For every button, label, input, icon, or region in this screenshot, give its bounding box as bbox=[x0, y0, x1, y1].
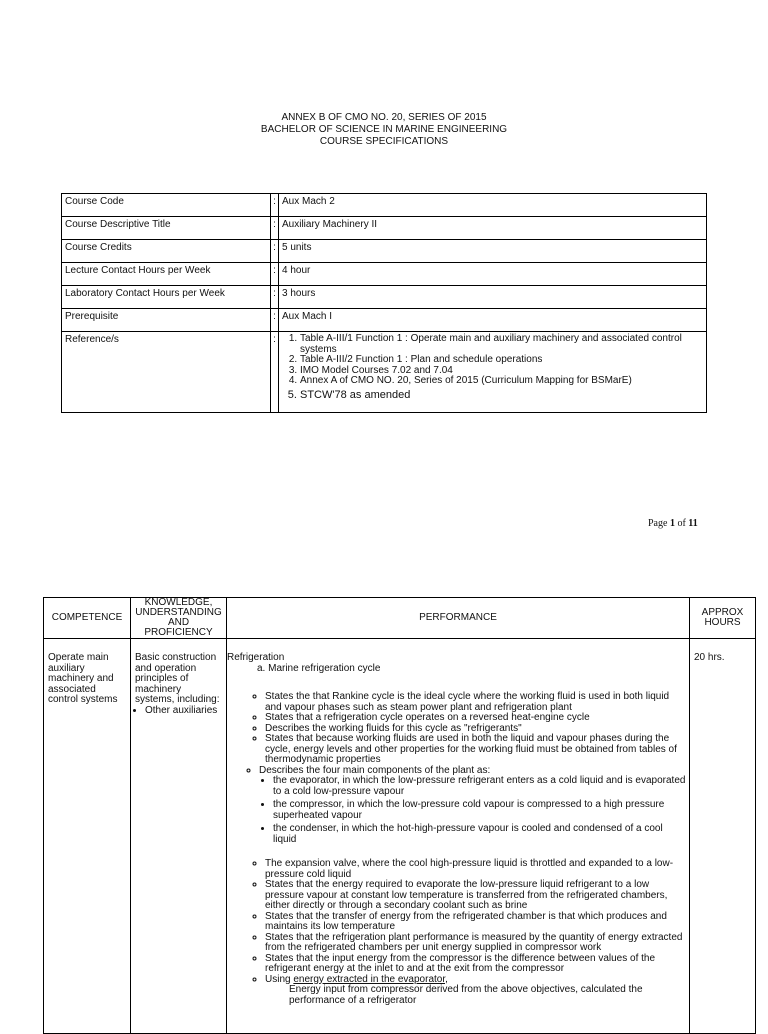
reference-item: 1. Table A-III/1 Function 1 : Operate main and auxiliary machinery and associated control systems bbox=[300, 334, 702, 355]
reference-item: 5. STCW'78 as amended bbox=[300, 387, 702, 403]
component-item: • the condenser, in which the hot-high-pressure vapour is cooled and condensed of a cool liquid bbox=[273, 824, 686, 845]
spec-label: Course Credits bbox=[62, 240, 271, 263]
knowledge-list bbox=[135, 706, 223, 717]
page-total: 11 bbox=[688, 518, 698, 529]
course-spec-table bbox=[61, 193, 707, 413]
program-title: BACHELOR OF SCIENCE IN MARINE ENGINEERING bbox=[260, 124, 508, 135]
performance-item: ◦ The expansion valve, where the cool high-pressure liquid is throttled and expanded to a low-pressure cold liquid bbox=[265, 859, 686, 880]
spec-value: 4 hour bbox=[279, 263, 707, 286]
knowledge-text: Basic construction and operation principles of machinery systems, including: bbox=[135, 652, 220, 705]
header-competence: COMPETENCE bbox=[44, 598, 131, 639]
component-item: • the evaporator, in which the low-pressure refrigerant enters as a cold liquid and is evaporated to a cold low-pressure vapour bbox=[273, 776, 686, 797]
spec-label: Course Descriptive Title bbox=[62, 217, 271, 240]
performance-item: ◦ States that the refrigeration plant performance is measured by the quantity of energy extracted from the refrigerated chambers per unit energy supplied in compressor work bbox=[265, 933, 686, 954]
performance-cell bbox=[227, 639, 690, 1034]
spec-title: COURSE SPECIFICATIONS bbox=[319, 136, 449, 147]
spec-separator: : bbox=[271, 263, 279, 286]
component-item: • the compressor, in which the low-pressure cold vapour is compressed to a high pressure superheated vapour bbox=[273, 800, 686, 821]
spec-row bbox=[62, 263, 707, 286]
table-row bbox=[44, 639, 756, 1034]
header-hours: APPROX HOURS bbox=[690, 598, 756, 639]
spec-separator: : bbox=[271, 309, 279, 332]
header-knowledge: KNOWLEDGE, UNDERSTANDING AND PROFICIENCY bbox=[131, 598, 227, 639]
performance-item bbox=[265, 975, 686, 1007]
page-number bbox=[648, 518, 698, 529]
references-cell bbox=[279, 332, 707, 413]
hours-cell: 20 hrs. bbox=[690, 639, 756, 1034]
competence-table bbox=[43, 597, 756, 1034]
page-current: 1 bbox=[669, 518, 675, 529]
spec-value: Auxiliary Machinery II bbox=[279, 217, 707, 240]
performance-list bbox=[227, 859, 686, 1006]
reference-item: 3. IMO Model Courses 7.02 and 7.04 bbox=[300, 366, 702, 377]
spec-separator: : bbox=[271, 194, 279, 217]
annex-title: ANNEX B OF CMO NO. 20, SERIES OF 2015 bbox=[281, 112, 487, 123]
performance-item: ◦ States that the input energy from the compressor is the difference between values of the refrigerant energy at the inlet to and at the exit from the compressor bbox=[265, 954, 686, 975]
reference-item: 4. Annex A of CMO NO. 20, Series of 2015 (Curriculum Mapping for BSMarE) bbox=[300, 376, 702, 387]
performance-list bbox=[227, 766, 686, 846]
spec-label: Laboratory Contact Hours per Week bbox=[62, 286, 271, 309]
using-prefix: Using bbox=[265, 973, 294, 985]
reference-item: 2. Table A-III/2 Function 1 : Plan and schedule operations bbox=[300, 355, 702, 366]
spec-value: 5 units bbox=[279, 240, 707, 263]
spec-row bbox=[62, 217, 707, 240]
document-header bbox=[0, 112, 768, 148]
spec-separator: : bbox=[271, 286, 279, 309]
spec-row bbox=[62, 286, 707, 309]
spec-value: 3 hours bbox=[279, 286, 707, 309]
components-list bbox=[259, 776, 686, 845]
spec-value: Aux Mach I bbox=[279, 309, 707, 332]
header-row bbox=[44, 598, 756, 639]
spec-row bbox=[62, 240, 707, 263]
spec-label: Course Code bbox=[62, 194, 271, 217]
spec-label: Lecture Contact Hours per Week bbox=[62, 263, 271, 286]
performance-item: ◦ States that the energy required to evaporate the low-pressure liquid refrigerant to a low pressure vapour at constant low temperature is transferred from the refrigerated chambers, either directly or through a secondary coolant such as brine bbox=[265, 880, 686, 912]
performance-item: ◦ States that the transfer of energy from the refrigerated chamber is that which produces and maintains its low temperature bbox=[265, 912, 686, 933]
spec-row bbox=[62, 194, 707, 217]
performance-item: ◦ States the that Rankine cycle is the ideal cycle where the working fluid is used in both liquid and vapour phases such as steam power plant and refrigeration plant bbox=[265, 692, 686, 713]
performance-item: ◦ Describes the working fluids for this cycle as "refrigerants" bbox=[265, 724, 686, 735]
performance-list bbox=[227, 692, 686, 766]
performance-item: ◦ States that because working fluids are used in both the liquid and vapour phases during the cycle, energy levels and other properties for the working fluid must be obtained from tables of thermodynamic properties bbox=[265, 734, 686, 766]
knowledge-cell bbox=[131, 639, 227, 1034]
subtopic-title: a. Marine refrigeration cycle bbox=[257, 662, 381, 674]
spec-label: Prerequisite bbox=[62, 309, 271, 332]
references-list bbox=[282, 334, 702, 403]
spec-value: Aux Mach 2 bbox=[279, 194, 707, 217]
components-intro: Describes the four main components of the plant as: bbox=[259, 764, 491, 776]
spec-row-references bbox=[62, 332, 707, 413]
using-continuation: Energy input from compressor derived from the above objectives, calculated the performance of a refrigerator bbox=[289, 984, 643, 1006]
performance-item bbox=[259, 766, 686, 846]
page-prefix: Page bbox=[648, 518, 670, 529]
spec-separator: : bbox=[271, 217, 279, 240]
using-underlined: energy extracted in the evaporator, bbox=[293, 973, 448, 985]
header-performance: PERFORMANCE bbox=[227, 598, 690, 639]
spec-separator: : bbox=[271, 332, 279, 413]
competence-cell: Operate main auxiliary machinery and associated control systems bbox=[44, 639, 131, 1034]
spec-separator: : bbox=[271, 240, 279, 263]
topic-title: Refrigeration bbox=[227, 652, 285, 663]
performance-item: ◦ States that a refrigeration cycle operates on a reversed heat-engine cycle bbox=[265, 713, 686, 724]
spec-label: Reference/s bbox=[62, 332, 271, 413]
page-of: of bbox=[674, 518, 689, 529]
knowledge-item: • Other auxiliaries bbox=[145, 706, 223, 717]
spec-row bbox=[62, 309, 707, 332]
